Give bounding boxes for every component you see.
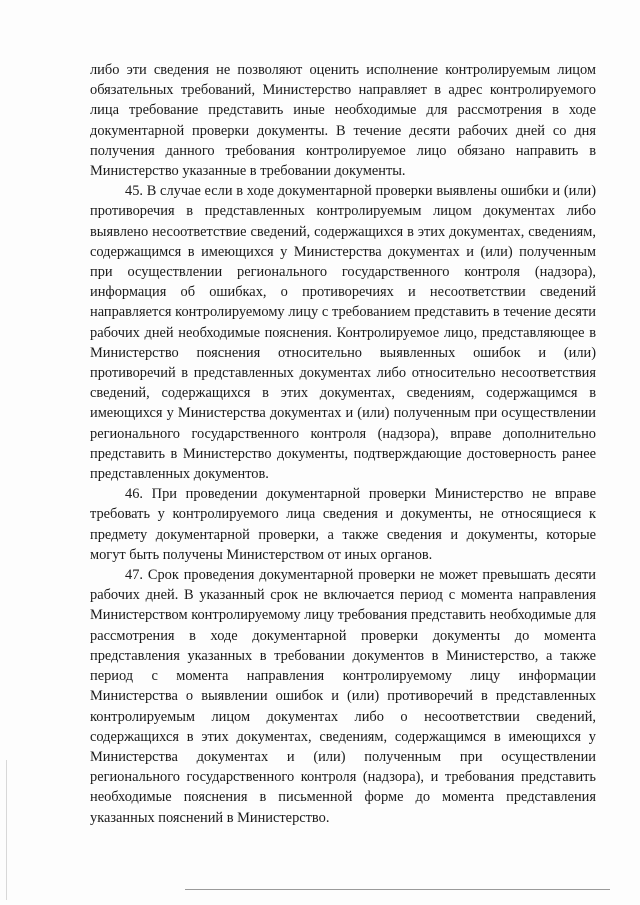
paragraph-47 — [90, 565, 596, 828]
paragraph-text: Срок проведения документарной проверки не может превышать десяти рабочих дней. В указанный срок не включается период с момента направления Министерством контролируемому лицу требования представить необходимые для рассмотрения в ходе документарной проверки документы до момента представления указанных в требовании документов в Министерство, а также период с момента направления контролируемому лицу информации Министерства о выявлении ошибок и (или) противоречий в представленных контролируемым лицом документах либо о несоответствии сведений, содержащихся в этих документах, сведениям, содержащимся в имеющихся у Министерства документах и (или) полученным при осуществлении регионального государственного контроля (надзора), и требования представить необходимые пояснения в письменной форме до момента представления указанных пояснений в Министерство. — [90, 567, 596, 826]
document-body — [90, 60, 596, 828]
paragraph-46 — [90, 484, 596, 565]
paragraph-number: 45. — [125, 183, 143, 200]
paragraph-text: либо эти сведения не позволяют оценить исполнение контролируемым лицом обязательных требований, Министерство направляет в адрес контролируемого лица требование представить иные необходимые для рассмотрения в ходе документарной проверки документы. В течение десяти рабочих дней со дня получения данного требования контролируемое лицо обязано направить в Министерство указанные в требовании документы. — [90, 62, 596, 180]
paragraph-continuation — [90, 60, 596, 181]
paragraph-text: В случае если в ходе документарной проверки выявлены ошибки и (или) противоречия в представленных контролируемым лицом документах либо выявлено несоответствие сведений, содержащихся в этих документах, сведениям, содержащимся в имеющихся у Министерства документах и (или) полученным при осуществлении регионального государственного контроля (надзора), информация об ошибках, о противоречиях и несоответствии сведений направляется контролируемому лицу с требованием представить в течение десяти рабочих дней необходимые пояснения. Контролируемое лицо, представляющее в Министерство пояснения относительно выявленных ошибок и (или) противоречий в представленных документах либо относительно несоответствия сведений, содержащихся в этих документах, сведениям, содержащимся в имеющихся у Министерства документах и (или) полученным при осуществлении регионального государственного контроля (надзора), вправе дополнительно представить в Министерство документы, подтверждающие достоверность ранее представленных документов. — [90, 183, 596, 483]
paragraph-number: 47. — [125, 567, 143, 584]
paragraph-45 — [90, 181, 596, 484]
page-bottom-rule — [185, 889, 610, 890]
paragraph-number: 46. — [125, 486, 143, 503]
paragraph-text: При проведении документарной проверки Министерство не вправе требовать у контролируемого лица сведения и документы, не относящиеся к предмету документарной проверки, а также сведения и документы, которые могут быть получены Министерством от иных органов. — [90, 486, 596, 563]
scan-edge-line — [6, 760, 7, 900]
